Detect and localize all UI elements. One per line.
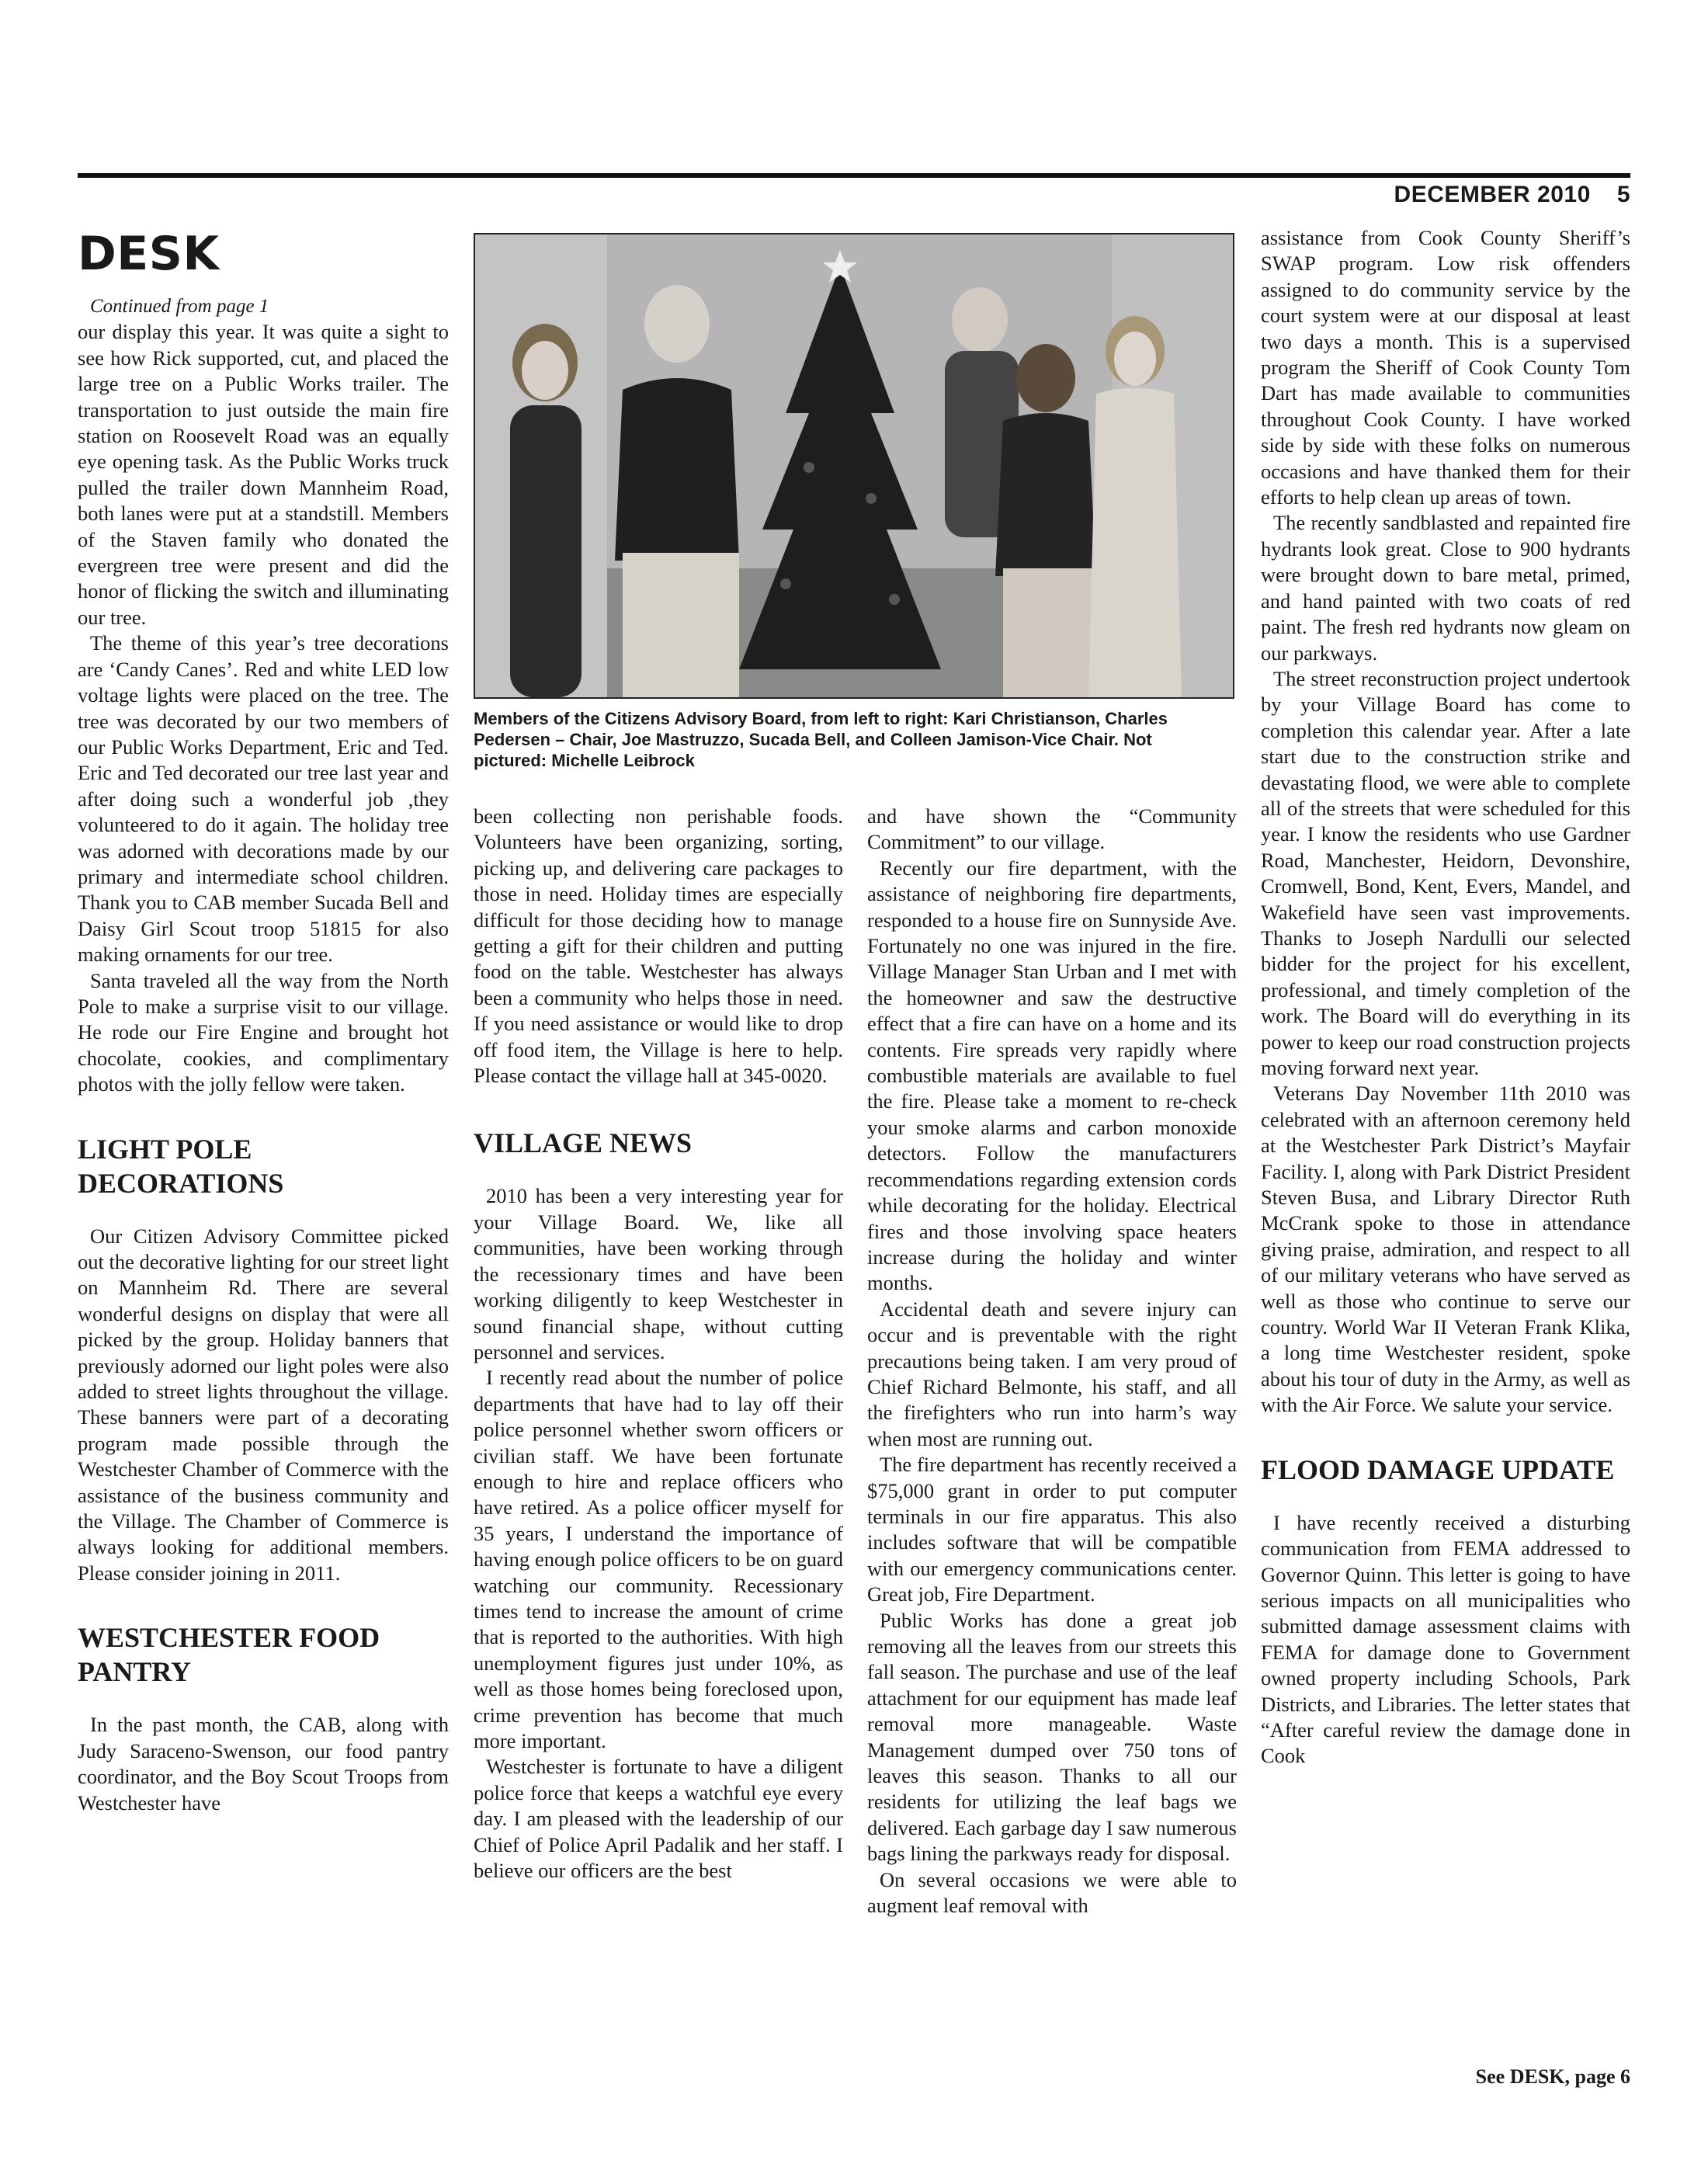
village-news-paragraph: and have shown the “Community Commitment” to our village. bbox=[867, 804, 1237, 854]
continued-note: Continued from page 1 bbox=[90, 296, 269, 317]
village-news-paragraph: Recently our fire department, with the assistance of neighboring fire departments, responded to a house fire on Sunnyside Ave. Fortunately no one was injured in the fire. Village Manager Stan Urban and I met with the homeowner and saw the destructive effect that a fire can have on a home and its contents. Fire spreads very rapidly where combustible materials are available to fuel the fire. Please take a moment to re-check your smoke alarms and carbon monoxide detectors. Follow the manufacturers recommendations regarding extension cords while decorating for the holiday. Electrical fires and those involving space heaters increase during the holiday and winter months. bbox=[867, 856, 1237, 1295]
page-header bbox=[1394, 182, 1630, 208]
cab-group-photo bbox=[474, 233, 1234, 699]
village-news-heading: VILLAGE NEWS bbox=[474, 1127, 693, 1159]
light-pole-paragraph: Our Citizen Advisory Committee picked out the decorative lighting for our street light on Mannheim Rd. There are several wonderful designs on display that were all picked by the group. Holiday banners that previously adorned our light poles were also added to street lights throughout the village. These banners were part of a decorating program made possible through the Westchester Chamber of Commerce with the assistance of the business community and the Village. The Chamber of Commerce is always looking for additional members. Please consider joining in 2011. bbox=[78, 1224, 449, 1585]
desk-paragraph: The theme of this year’s tree decorations are ‘Candy Canes’. Red and white LED low voltage lights were placed on the tree. The tree was decorated by our two members of our Public Works Department, Eric and Ted. Eric and Ted decorated our tree last year and after doing such a wonderful job ,they volunteered to do it again. The holiday tree was adorned with decorations made by our primary and intermediate school children. Thank you to CAB member Sucada Bell and Daisy Girl Scout troop 51815 for also making ornaments for our tree. bbox=[78, 631, 449, 967]
village-news-paragraph: The fire department has recently received a $75,000 grant in order to put computer terminals in our fire apparatus. This also includes software that will be compatible with our emergency communications center. Great job, Fire Department. bbox=[867, 1453, 1237, 1606]
village-news-paragraph: 2010 has been a very interesting year for your Village Board. We, like all communities, have been working through the recessionary times and have been working diligently to keep Westchester in sound financial shape, without cutting personnel and services. bbox=[474, 1184, 843, 1363]
village-news-paragraph: assistance from Cook County Sheriff’s SWAP program. Low risk offenders assigned to do community service by the court system were at our disposal at least two days a month. This is a supervised program the Sheriff of Cook County Tom Dart has made available to communities throughout Cook County. I have worked side by side with these folks on numerous occasions and have thanked them for their efforts to help clean up areas of town. bbox=[1261, 226, 1630, 509]
village-news-paragraph: The street reconstruction project undertook by your Village Board has come to completion this calendar year. After a late start due to the construction strike and devastating flood, we were able to complete all of the streets that were scheduled for this year. I know the residents who use Gardner Road, Manchester, Heidorn, Devonshire, Cromwell, Bond, Kent, Evers, Mandel, and Wakefield have seen vast improvements. Thanks to Joseph Nardulli our selected bidder for the project for his excellent, professional, and timely completion of the work. The Board will do everything in its power to keep our road construction projects moving forward next year. bbox=[1261, 666, 1630, 1079]
village-news-paragraph: I recently read about the number of police departments that have had to lay off their police personnel whether sworn officers or civilian staff. We have been fortunate enough to hire and replace officers who have retired. As a police officer myself for 35 years, I understand the importance of having enough police officers to be on guard watching our community. Recessionary times tend to increase the amount of crime that is reported to the authorities. With high unemployment figures just under 10%, as well as those homes being foreclosed upon, crime prevention has become that much more important. bbox=[474, 1366, 843, 1752]
light-pole-heading: LIGHT POLE DECORATIONS bbox=[78, 1133, 284, 1199]
photo-caption: Members of the Citizens Advisory Board, from left to right: Kari Christianson, Charles Pedersen – Chair, Joe Mastruzzo, Sucada Bell, and Colleen Jamison-Vice Chair. Not pictured: Michelle Leibrock bbox=[474, 709, 1168, 770]
food-pantry-continued: been collecting non perishable foods. Volunteers have been organizing, sorting, picking up, and delivering care packages to those in need. Holiday times are especially difficult for those deciding how to manage getting a gift for their children and putting food on the table. Westchester has always been a community who helps those in need. If you need assistance or would like to drop off food item, the Village is here to help. Please contact the village hall at 345-0020. bbox=[474, 804, 843, 1088]
desk-paragraph: Santa traveled all the way from the North Pole to make a surprise visit to our village. He rode our Fire Engine and brought hot chocolate, cookies, and complimentary photos with the jolly fellow were taken. bbox=[78, 968, 449, 1096]
flood-damage-heading: FLOOD DAMAGE UPDATE bbox=[1261, 1453, 1615, 1485]
column-1 bbox=[78, 225, 449, 1816]
food-pantry-paragraph: In the past month, the CAB, along with Judy Saraceno-Swenson, our food pantry coordinator, and the Boy Scout Troops from Westchester have bbox=[78, 1713, 449, 1815]
village-news-paragraph: Veterans Day November 11th 2010 was celebrated with an afternoon ceremony held at the Westchester Park District’s Mayfair Facility. I, along with Park District President Steven Busa, and Library Director Ruth McCrank spoke to those in attendance giving praise, admiration, and respect to all of our military veterans who have served as well as those who continue to serve our country. World War II Veteran Frank Klika, a long time Westchester resident, spoke about his tour of duty in the Army, as well as with the Air Force. We salute your service. bbox=[1261, 1082, 1630, 1417]
photo-illustration bbox=[475, 234, 1233, 697]
column-4 bbox=[1261, 225, 1630, 1769]
continued-on-link: See DESK, page 6 bbox=[1475, 2065, 1630, 2088]
village-news-paragraph: Accidental death and severe injury can occur and is preventable with the right precautions being taken. I am very proud of Chief Richard Belmonte, his staff, and all the firefighters who run into harm’s way when most are running out. bbox=[867, 1297, 1237, 1450]
food-pantry-heading: WESTCHESTER FOOD PANTRY bbox=[78, 1622, 380, 1688]
flood-damage-paragraph: I have recently received a disturbing communication from FEMA addressed to Governor Quinn. This letter is going to have serious impacts on all municipalities who submitted damage assessment claims with FEMA for damage done to Government owned property including Schools, Park Districts, and Libraries. The letter states that “After careful review the damage done in Cook bbox=[1261, 1510, 1630, 1768]
header-rule bbox=[78, 173, 1630, 178]
desk-title: DESK bbox=[78, 227, 220, 281]
village-news-paragraph: Public Works has done a great job removing all the leaves from our streets this fall season. The purchase and use of the leaf attachment for our equipment has made leaf removal more manageable. Waste Management dumped over 750 tons of leaves this season. Thanks to all our residents for utilizing the leaf bags we delivered. Each garbage day I saw numerous bags lining the parkways ready for disposal. bbox=[867, 1608, 1237, 1866]
desk-paragraph: our display this year. It was quite a sight to see how Rick supported, cut, and placed the large tree on a Public Works trailer. The transportation to just outside the main fire station on Roosevelt Road was an equally eye opening task. As the Public Works truck pulled the trailer down Mannheim Road, both lanes were put at a standstill. Members of the Staven family who donated the evergreen tree were present and did the honor of flicking the switch and illuminating our tree. bbox=[78, 320, 449, 629]
column-3 bbox=[867, 804, 1237, 1919]
village-news-paragraph: On several occasions we were able to augment leaf removal with bbox=[867, 1867, 1237, 1918]
village-news-paragraph: Westchester is fortunate to have a diligent police force that keeps a watchful eye every day. I am pleased with the leadership of our Chief of Police April Padalik and her staff. I believe our officers are the best bbox=[474, 1755, 843, 1883]
village-news-paragraph: The recently sandblasted and repainted fire hydrants look great. Close to 900 hydrants were brought down to bare metal, primed, and hand painted with two coats of red paint. The fresh red hydrants now gleam on our parkways. bbox=[1261, 511, 1630, 665]
column-2 bbox=[474, 804, 843, 1884]
page-number: 5 bbox=[1616, 182, 1630, 207]
issue-date: DECEMBER 2010 bbox=[1394, 182, 1591, 207]
